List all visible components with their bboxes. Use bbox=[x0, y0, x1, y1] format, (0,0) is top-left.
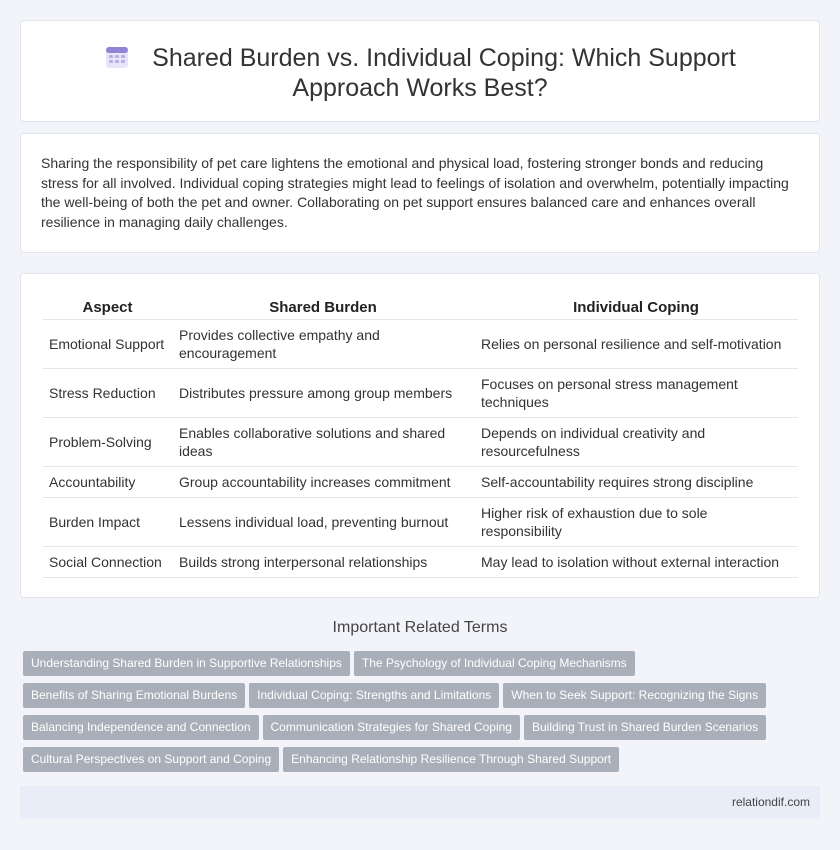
related-term-tag[interactable]: Individual Coping: Strengths and Limitations bbox=[249, 683, 499, 708]
table-row bbox=[43, 547, 798, 578]
aspect-cell: Emotional Support bbox=[43, 320, 172, 369]
comparison-table bbox=[43, 296, 798, 578]
title-card bbox=[20, 20, 820, 122]
aspect-cell: Burden Impact bbox=[43, 498, 172, 547]
related-term-tag[interactable]: Enhancing Relationship Resilience Through Shared Support bbox=[283, 747, 619, 772]
related-term-tag[interactable]: When to Seek Support: Recognizing the Signs bbox=[503, 683, 766, 708]
comparison-card bbox=[20, 273, 820, 598]
related-term-tag[interactable]: Understanding Shared Burden in Supportive Relationships bbox=[23, 651, 350, 676]
related-terms-title: Important Related Terms bbox=[332, 619, 508, 636]
tag-row bbox=[23, 715, 823, 747]
header-shared-burden: Shared Burden bbox=[172, 296, 474, 320]
shared-cell: Provides collective empathy and encouragement bbox=[172, 320, 474, 369]
table-row bbox=[43, 320, 798, 369]
related-term-tag[interactable]: The Psychology of Individual Coping Mechanisms bbox=[354, 651, 635, 676]
tag-row bbox=[23, 747, 823, 779]
header-individual-coping: Individual Coping bbox=[474, 296, 798, 320]
page-title: Shared Burden vs. Individual Coping: Which Support Approach Works Best? bbox=[152, 44, 736, 102]
related-terms-list bbox=[23, 651, 823, 779]
related-term-tag[interactable]: Communication Strategies for Shared Coping bbox=[263, 715, 520, 740]
footer-site-link[interactable]: relationdif.com bbox=[731, 795, 810, 809]
calendar-grid-icon bbox=[104, 44, 130, 70]
shared-cell: Distributes pressure among group members bbox=[172, 369, 474, 418]
individual-cell: May lead to isolation without external interaction bbox=[474, 547, 798, 578]
aspect-cell: Problem-Solving bbox=[43, 418, 172, 467]
related-term-tag[interactable]: Balancing Independence and Connection bbox=[23, 715, 259, 740]
footer bbox=[20, 786, 820, 819]
table-header-row bbox=[43, 296, 798, 320]
aspect-cell: Social Connection bbox=[43, 547, 172, 578]
page-title-container bbox=[21, 43, 819, 103]
individual-cell: Self-accountability requires strong discipline bbox=[474, 467, 798, 498]
intro-paragraph: Sharing the responsibility of pet care lightens the emotional and physical load, fostering stronger bonds and reducing stress for all involved. Individual coping strategies might lead to feelings of isolation and overwhelm, potentially impacting the well-being of both the pet and owner. Collaborating on pet support ensures balanced care and enhances overall resilience in managing daily challenges. bbox=[41, 155, 789, 230]
intro-card bbox=[20, 133, 820, 253]
shared-cell: Enables collaborative solutions and shared ideas bbox=[172, 418, 474, 467]
related-term-tag[interactable]: Cultural Perspectives on Support and Coping bbox=[23, 747, 279, 772]
aspect-cell: Accountability bbox=[43, 467, 172, 498]
table-row bbox=[43, 369, 798, 418]
tag-row bbox=[23, 651, 823, 683]
table-row bbox=[43, 418, 798, 467]
shared-cell: Lessens individual load, preventing burnout bbox=[172, 498, 474, 547]
header-aspect: Aspect bbox=[43, 296, 172, 320]
individual-cell: Higher risk of exhaustion due to sole responsibility bbox=[474, 498, 798, 547]
table-row bbox=[43, 498, 798, 547]
aspect-cell: Stress Reduction bbox=[43, 369, 172, 418]
shared-cell: Builds strong interpersonal relationships bbox=[172, 547, 474, 578]
shared-cell: Group accountability increases commitment bbox=[172, 467, 474, 498]
individual-cell: Focuses on personal stress management techniques bbox=[474, 369, 798, 418]
individual-cell: Relies on personal resilience and self-motivation bbox=[474, 320, 798, 369]
related-term-tag[interactable]: Benefits of Sharing Emotional Burdens bbox=[23, 683, 245, 708]
individual-cell: Depends on individual creativity and resourcefulness bbox=[474, 418, 798, 467]
table-row bbox=[43, 467, 798, 498]
related-term-tag[interactable]: Building Trust in Shared Burden Scenarios bbox=[524, 715, 766, 740]
tag-row bbox=[23, 683, 823, 715]
